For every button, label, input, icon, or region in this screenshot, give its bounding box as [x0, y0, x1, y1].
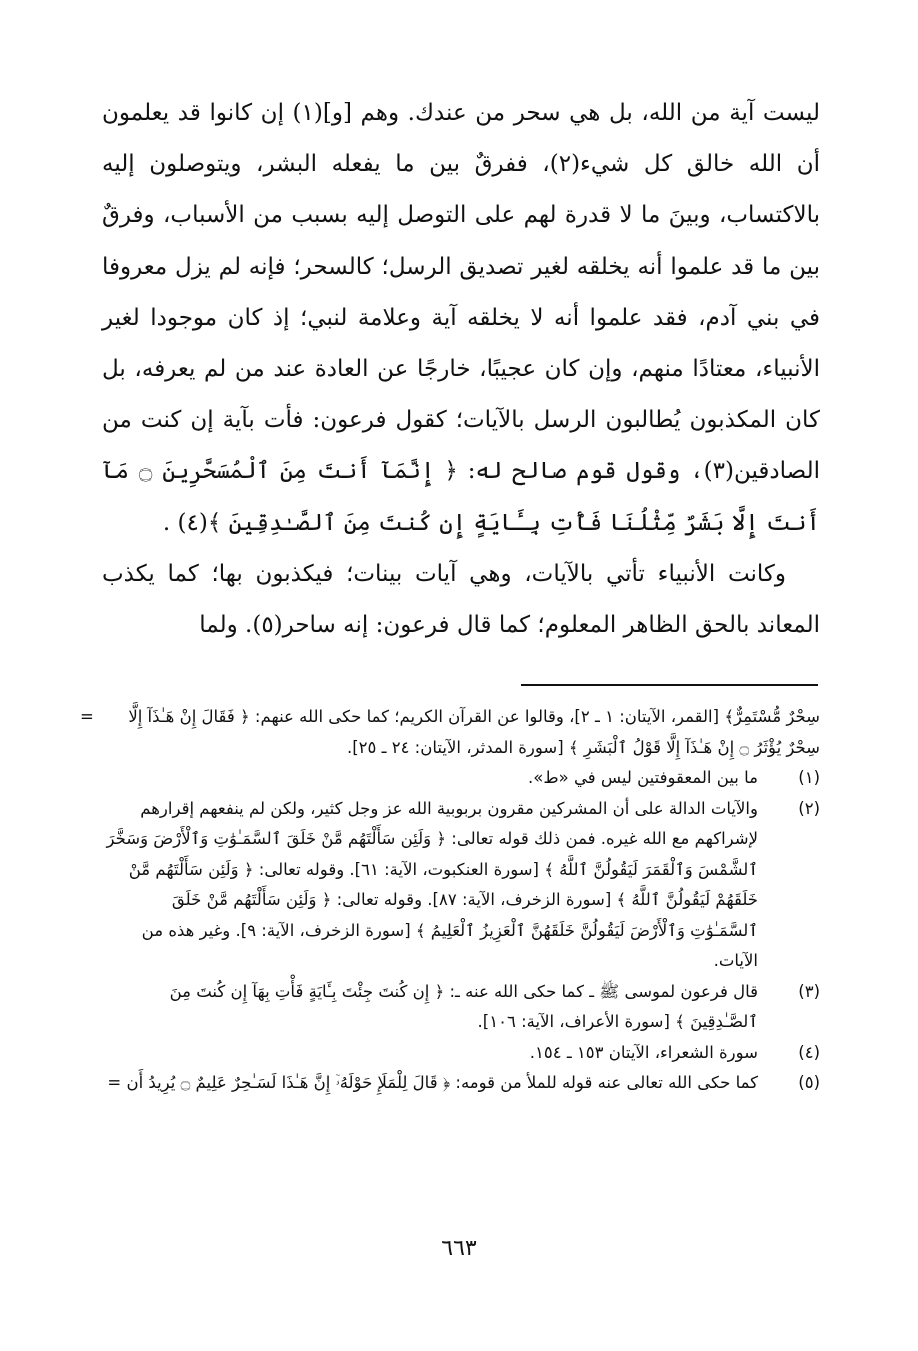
- footnote-text: كما حكى الله تعالى عنه قوله للملأ من قومه: ﴿ قَالَ لِلْمَلَإِ حَوْلَهُۥٓ إِنَّ هَـٰذَا لَسَـٰحِرٌ عَلِيمٌ ۝ يُرِيدُ أَن =: [107, 1073, 758, 1092]
- continuation-mark: =: [80, 707, 94, 726]
- footnote-number: (٢): [798, 798, 820, 818]
- footnote-number: (١): [798, 768, 820, 787]
- footnote-5: [102, 1068, 820, 1099]
- footnote-text: ما بين المعقوفتين ليس في «ط».: [528, 768, 758, 787]
- footnote-continuation-text: سِحْرٌ مُّسْتَمِرٌّ﴾ [القمر، الآيتان: ١ ـ ٢]، وقالوا عن القرآن الكريم؛ كما حكى الله عنهم: ﴿ فَقَالَ إِنْ هَـٰذَآ إِلَّا سِحْرٌ يُؤْثَرُ ۝ إِنْ هَـٰذَآ إِلَّا قَوْلُ ٱلْبَشَرِ ﴾ [سورة المدثر، الآيتان: ٢٤ ـ ٢٥].: [128, 707, 820, 757]
- paragraph-1: ليست آية من الله، بل هي سحر من عندك. وهم [و](١) إن كانوا قد يعلمون أن الله خالق كل شيء(٢)، ففرقٌ بين ما يفعله البشر، ويتوصلون إليه بالاكتساب، وبينَ ما لا قدرة لهم على التوصل إليه بسبب من الأسباب، وفرقٌ بين ما قد علموا أنه يخلقه لغير تصديق الرسل؛ كالسحر؛ فإنه لم يزل معروفا في بني آدم، فقد علموا أنه لا يخلقه آية وعلامة لنبي؛ إذ كان موجودا لغير الأنبياء، معتادًا منهم، وإن كان عجيبًا، خارجًا عن العادة عند من لم يعرفه، بل كان المكذبون يُطالبون الرسل بالآيات؛ كقول فرعون: فأت بآية إن كنت من الصادقين(٣)، وقول قوم صالح له: ﴿ إِنَّمَآ أَنتَ مِنَ ٱلْمُسَحَّرِينَ ۝ مَآ أَنتَ إِلَّا بَشَرٌ مِّثْلُنَا فَأْتِ بِـَٔايَةٍ إِن كُنتَ مِنَ ٱلصَّـٰدِقِينَ ﴾(٤) .: [102, 100, 821, 536]
- footnote-separator: [521, 684, 818, 686]
- footnotes: [80, 702, 820, 1099]
- footnote-continuation: [80, 702, 820, 763]
- page-number: ٦٦٣: [441, 1236, 477, 1261]
- footnote-text: سورة الشعراء، الآيتان ١٥٣ ـ ١٥٤.: [529, 1042, 758, 1062]
- footnote-number: (٤): [798, 1042, 820, 1062]
- footnote-2: [102, 794, 820, 977]
- main-text: [102, 88, 820, 651]
- footnote-4: [102, 1038, 820, 1069]
- footnote-number: (٣): [798, 981, 820, 1001]
- footnote-3: [102, 977, 820, 1038]
- footnote-1: [102, 763, 820, 794]
- footnote-number: (٥): [798, 1073, 820, 1092]
- footnote-text: والآيات الدالة على أن المشركين مقرون بربوبية الله عز وجل كثير، ولكن لم ينفعهم إقرارهم لإشراكهم مع الله غيره. فمن ذلك قوله تعالى: ﴿ وَلَئِن سَأَلْتَهُم مَّنْ خَلَقَ ٱلسَّمَـٰوَٰتِ وَٱلْأَرْضَ وَسَخَّرَ ٱلشَّمْسَ وَٱلْقَمَرَ لَيَقُولُنَّ ٱللَّهُ ﴾ [سورة العنكبوت، الآية: ٦١]. وقوله تعالى: ﴿ وَلَئِن سَأَلْتَهُم مَّنْ خَلَقَهُمْ لَيَقُولُنَّ ٱللَّهُ ﴾ [سورة الزخرف، الآية: ٨٧]. وقوله تعالى: ﴿ وَلَئِن سَأَلْتَهُم مَّنْ خَلَقَ ٱلسَّمَـٰوَٰتِ وَٱلْأَرْضَ لَيَقُولُنَّ خَلَقَهُنَّ ٱلْعَزِيزُ ٱلْعَلِيمُ ﴾ [سورة الزخرف، الآية: ٩]. وغير هذه من الآيات.: [106, 798, 758, 970]
- paragraph-2: وكانت الأنبياء تأتي بالآيات، وهي آيات بينات؛ فيكذبون بها؛ كما يكذب المعاند بالحق الظاهر المعلوم؛ كما قال فرعون: إنه ساحر(٥). ولما: [102, 560, 820, 639]
- footnote-text: قال فرعون لموسى ﷺ ـ كما حكى الله عنه ـ: ﴿ إِن كُنتَ جِئْتَ بِـَٔايَةٍ فَأْتِ بِهَآ إِن كُنتَ مِنَ ٱلصَّـٰدِقِينَ ﴾ [سورة الأعراف، الآية: ١٠٦].: [169, 981, 758, 1031]
